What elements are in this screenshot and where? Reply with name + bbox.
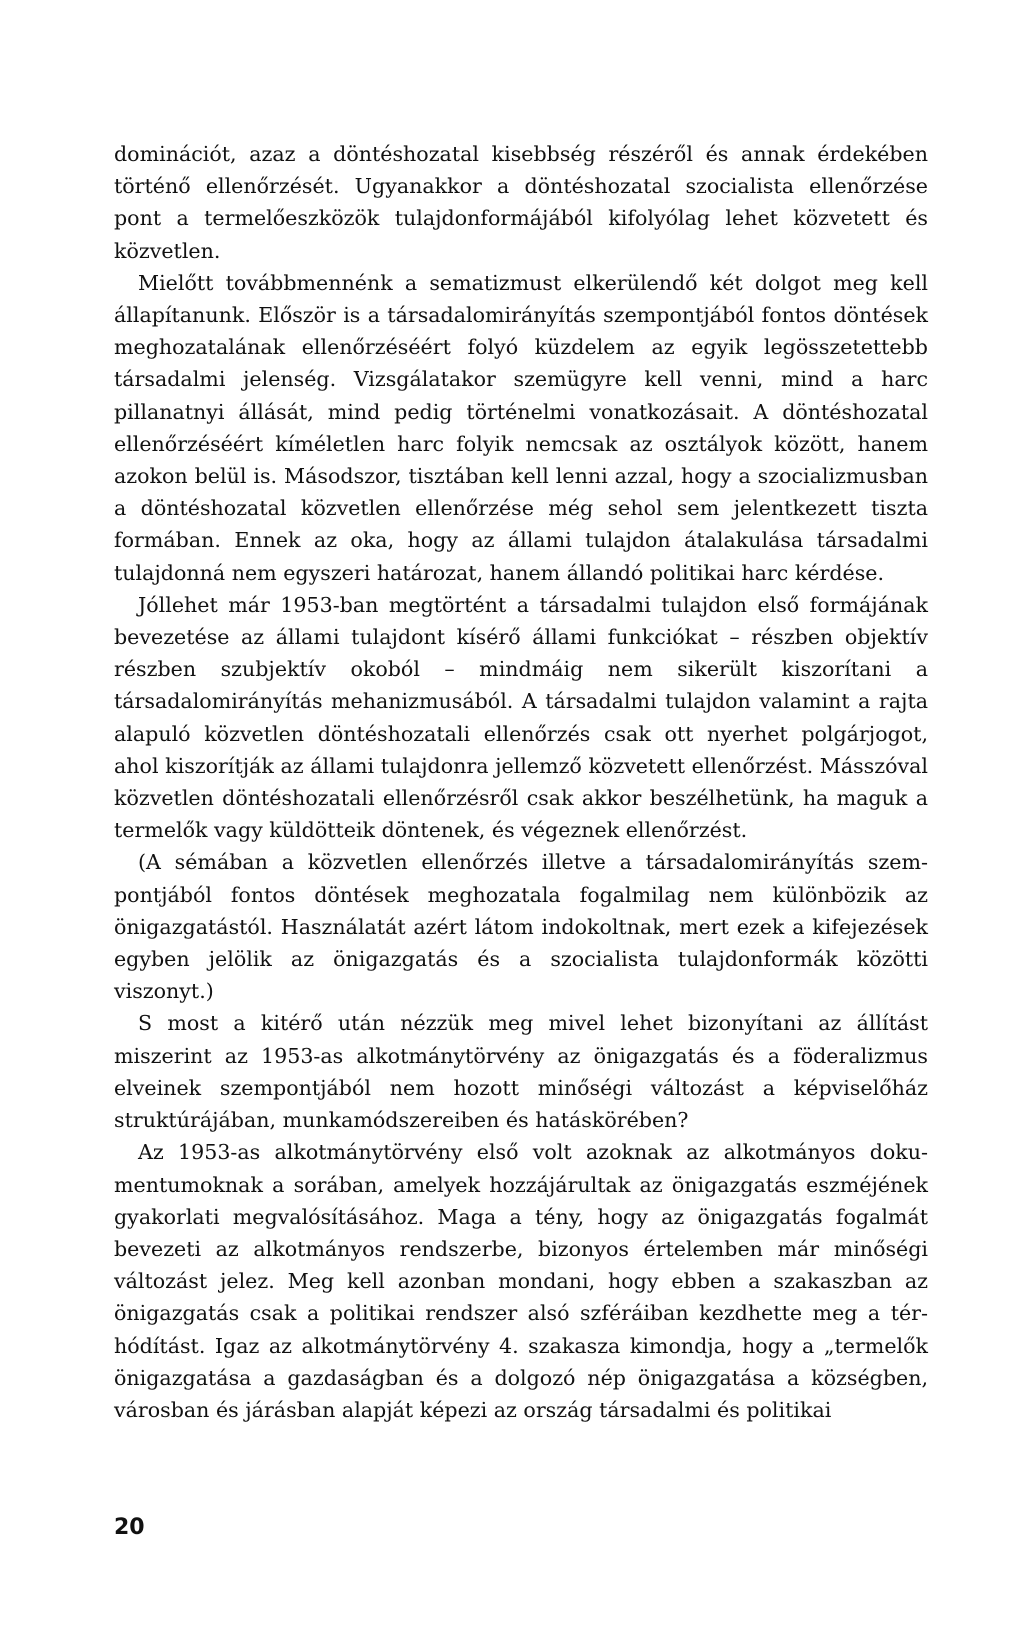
paragraph: Mielőtt továbbmennénk a sematizmust elkerülendő két dolgot meg kell állapítanunk. Először is a társadalomirányítás szempontjából fontos döntések meghozatalának ellenőrzéséért folyó küzdelem az egyik legösszetettebb társadalmi jelenség. Vizsgálatakor szemügyre kell venni, mind a harc pillanatnyi állását, mind pedig történelmi vonatkozásait. A döntéshozatal ellenőrzéséért kíméletlen harc folyik nemcsak az osztályok között, hanem azokon belül is. Másodszor, tisztában kell lenni azzal, hogy a szocializmusban a döntéshozatal közvetlen ellenőrzése még sehol sem jelentkezett tiszta formában. Ennek az oka, hogy az állami tulajdon átalakulása társadalmi tulajdonná nem egyszeri határozat, hanem állandó politikai harc kérdése. bbox=[114, 270, 928, 585]
page-body bbox=[114, 138, 928, 1426]
paragraph: dominációt, azaz a döntéshozatal kisebbség részéről és annak érdekében történő ellenőrzését. Ugyanakkor a döntéshozatal szocialista ellenőrzése pont a termelőeszközök tulajdonformájából kifolyólag lehet közvetett és közvetlen. bbox=[114, 142, 928, 263]
paragraph: Jóllehet már 1953-ban megtörtént a társadalmi tulajdon első formájának bevezetése az állami tulajdont kísérő állami funkciókat – részben objektív részben szubjektív okoból – mindmáig nem sikerült kiszorítani a társadalomirányítás mehanizmusából. A társadalmi tulajdon valamint a rajta alapuló közvetlen döntéshozatali ellenőrzés csak ott nyerhet polgárjogot, ahol kiszorítják az állami tulajdonra jellemző közvetett ellenőrzést. Másszóval közvetlen döntéshozatali ellenőrzésről csak akkor beszélhetünk, ha maguk a termelők vagy küldötteik döntenek, és végeznek ellenőrzést. bbox=[114, 592, 928, 843]
paragraph: Az 1953-as alkotmánytörvény első volt azoknak az alkotmányos dokumentumoknak a sorában, amelyek hozzájárultak az önigazgatás eszméjének gyakorlati megvalósításához. Maga a tény, hogy az önigazgatás fogalmát bevezeti az alkotmányos rendszerbe, bizonyos értelemben már minőségi változást jelez. Meg kell azonban mondani, hogy ebben a szakaszban az önigazgatás csak a politikai rendszer alsó szféráiban kezdhette meg a térhódítást. Igaz az alkotmánytörvény 4. szakasza kimondja, hogy a „termelők önigazgatása a gazdaságban és a dolgozó nép önigazgatása a községben, városban és járásban alapját képezi az ország társadalmi és politikai bbox=[114, 1140, 928, 1422]
paragraph: S most a kitérő után nézzük meg mivel lehet bizonyítani az állítást miszerint az 1953-as alkotmánytörvény az önigazgatás és a föderalizmus elveinek szempontjából nem hozott minőségi változást a képviselőház struktúrájában, munkamódszereiben és hatáskörében? bbox=[114, 1011, 928, 1133]
page-number: 20 bbox=[114, 1515, 145, 1540]
paragraph: (A sémában a közvetlen ellenőrzés illetve a társadalomirányítás szempontjából fontos döntések meghozatala fogalmilag nem különbözik az önigazgatástól. Használatát azért látom indokoltnak, mert ezek a kifejezések egyben jelölik az önigazgatás és a szocialista tulajdonformák közötti viszonyt.) bbox=[114, 850, 928, 1004]
